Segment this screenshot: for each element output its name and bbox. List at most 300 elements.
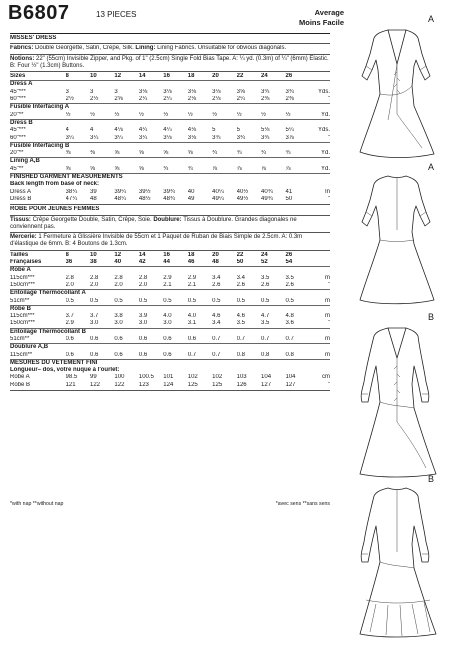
value-cell: 0.5 — [237, 298, 261, 306]
table-row — [10, 344, 330, 352]
value-cell: 39 — [89, 188, 97, 195]
size-header-cell: 12 — [114, 73, 138, 81]
value-cell: 3.7 — [65, 313, 74, 320]
size-header-cell: 52 — [261, 259, 285, 267]
unit-cell: In — [324, 188, 330, 195]
size-header-cell: 16 — [163, 251, 170, 258]
value-cell: 49¼ — [212, 195, 224, 202]
value-cell: 3⅛ — [188, 135, 212, 143]
table-row — [10, 112, 330, 120]
value-cell: 2.9 — [187, 274, 197, 281]
value-cell: 123 — [138, 381, 149, 388]
value-cell: 40¾ — [261, 188, 273, 195]
value-cell: 4 — [89, 127, 94, 134]
value-cell: 3⅞ — [285, 135, 309, 143]
figure-letter: A — [428, 162, 435, 172]
value-cell: 2¼ — [163, 96, 187, 104]
value-cell: ⅜ — [66, 150, 90, 158]
value-cell: 3⅛ — [138, 88, 148, 95]
unit-cell: m — [325, 313, 330, 320]
size-header-row — [10, 252, 330, 259]
value-cell: ½ — [285, 112, 309, 120]
value-cell: 2.0 — [139, 282, 163, 290]
value-cell: ⅝ — [114, 150, 138, 158]
row-label: 45"*** — [10, 127, 26, 134]
size-header-label: Tailles — [10, 251, 29, 258]
value-cell: 98.5 — [65, 374, 78, 381]
value-cell: 121 — [65, 381, 76, 388]
finished-title-en: FINISHED GARMENT MEASUREMENTS — [10, 174, 123, 181]
value-cell: 0.6 — [139, 352, 163, 360]
value-cell: 4.6 — [212, 313, 221, 320]
table-row — [10, 328, 330, 336]
value-cell: 2.8 — [89, 274, 99, 281]
size-header-cell: 38 — [90, 259, 114, 267]
value-cell: 0.8 — [237, 352, 261, 360]
value-cell: 2½ — [90, 96, 114, 104]
table-row — [10, 96, 330, 104]
value-cell: 48¼ — [114, 195, 127, 202]
value-cell: 39¾ — [163, 188, 175, 195]
value-cell: 0.5 — [66, 298, 90, 306]
size-header-cell: 42 — [139, 259, 163, 267]
value-cell: 0.6 — [188, 336, 212, 344]
unit-cell: m — [310, 352, 330, 360]
size-header-cell: 10 — [90, 73, 114, 81]
value-cell: 2.0 — [90, 282, 114, 290]
value-cell: 4.6 — [236, 313, 245, 320]
value-cell: 3¾ — [237, 135, 261, 143]
table-row — [10, 267, 330, 275]
divider — [10, 250, 330, 251]
row-label: Robe B — [10, 381, 31, 388]
value-cell: 40 — [187, 188, 195, 195]
size-header-cell: 46 — [188, 259, 212, 267]
table-row — [10, 305, 330, 313]
value-cell: 49¾ — [261, 195, 273, 202]
value-cell: 2.9 — [163, 274, 172, 281]
figure-letter: B — [428, 474, 435, 484]
value-cell: 0.6 — [66, 352, 90, 360]
value-cell: 2.9 — [66, 320, 90, 328]
size-header-cell: 40 — [114, 259, 138, 267]
value-cell: 40½ — [236, 188, 249, 195]
value-cell: 3¼ — [139, 135, 163, 143]
value-cell: ¾ — [188, 166, 212, 174]
table-row — [10, 142, 330, 150]
back-length-label-en: Back length from base of neck: — [10, 181, 100, 188]
value-cell: 4.0 — [187, 313, 197, 320]
value-cell: 47¼ — [65, 195, 78, 202]
value-cell: 2.8 — [65, 274, 74, 281]
value-cell: 0.7 — [237, 336, 261, 344]
value-cell: 2.6 — [285, 282, 309, 290]
value-cell: ⅝ — [66, 166, 90, 174]
value-cell: 0.5 — [139, 298, 163, 306]
value-cell: ⅜ — [90, 150, 114, 158]
table-row — [10, 158, 330, 166]
english-finished-table — [10, 189, 330, 204]
unit-cell: " — [327, 381, 330, 388]
value-cell: ½ — [261, 112, 285, 120]
unit-cell: cm — [322, 374, 330, 381]
row-label: 115cm*** — [10, 274, 35, 281]
row-label: 150cm*** — [10, 320, 66, 328]
table-row — [10, 336, 330, 344]
notions-line: Notions: 22" (55cm) Invisible Zipper, and Pkg. of 1" (2.5cm) Single Fold Bias Tape. A: ¼ yd. (0.3m) of ¼" (6mm) Elastic. B: Four ½" (1.3cm) Buttons. — [10, 55, 329, 69]
value-cell: ½ — [66, 112, 90, 120]
fabric-heading: Robe A — [10, 267, 31, 274]
value-cell: 5 — [212, 127, 216, 134]
value-cell: 2½ — [66, 96, 90, 104]
value-cell: 3 — [114, 88, 118, 95]
value-cell: 3.5 — [237, 320, 261, 328]
fabric-heading: Dress B — [10, 119, 33, 126]
divider — [10, 390, 330, 391]
value-cell: 3.7 — [89, 313, 99, 320]
fabric-heading: Entoilage Thermocollant B — [10, 328, 87, 335]
value-cell: ⅝ — [114, 166, 138, 174]
size-header-cell: 26 — [285, 73, 309, 81]
value-cell: 2.6 — [237, 282, 261, 290]
value-cell: 104 — [261, 374, 272, 381]
size-header-cell: 16 — [163, 73, 187, 81]
unit-cell: Yd. — [310, 150, 330, 158]
value-cell: 0.8 — [285, 352, 309, 360]
row-label: Robe A — [10, 374, 30, 381]
value-cell: 4⅛ — [187, 127, 197, 134]
value-cell: ½ — [90, 112, 114, 120]
value-cell: 3.8 — [114, 313, 123, 320]
value-cell: 2.0 — [114, 282, 138, 290]
unit-cell: " — [310, 135, 330, 143]
value-cell: 122 — [114, 381, 125, 388]
value-cell: ¾ — [212, 150, 236, 158]
table-row — [10, 81, 330, 89]
fabric-heading: Lining A,B — [10, 158, 40, 165]
value-cell: 3⅛ — [212, 88, 221, 95]
value-cell: 126 — [236, 381, 247, 388]
value-cell: ¾ — [163, 166, 187, 174]
unit-cell — [310, 259, 330, 267]
value-cell: 48 — [89, 195, 97, 202]
fabric-heading: Entoilage Thermocollant A — [10, 290, 86, 297]
back-length-label-fr: Longueur– dos, votre nuque à l'ourlet: — [10, 367, 120, 374]
value-cell: ½ — [237, 112, 261, 120]
value-cell: 50 — [285, 195, 293, 202]
value-cell: 2¼ — [139, 96, 163, 104]
value-cell: ¾ — [237, 150, 261, 158]
mercerie-line: Mercerie: 1 Fermeture à Glissière Invisible de 55cm et 1 Paquet de Ruban de Biais Simple de 2.5cm. A: 0.3m d'élastique de 6mm. B: 4 Boutons de 1.3cm. — [10, 234, 303, 248]
value-cell: 0.7 — [188, 352, 212, 360]
table-row — [10, 290, 330, 298]
value-cell: 124 — [163, 381, 174, 388]
dress-b-back-view-icon — [336, 482, 454, 640]
value-cell: 4.7 — [261, 313, 270, 320]
value-cell: 2.6 — [261, 282, 285, 290]
value-cell: 100.5 — [138, 374, 154, 381]
value-cell: ⅝ — [188, 150, 212, 158]
value-cell: 2.1 — [163, 282, 187, 290]
divider — [10, 204, 330, 205]
size-header-row — [10, 73, 330, 81]
value-cell: 0.5 — [285, 298, 309, 306]
size-header-row — [10, 259, 330, 267]
value-cell: 49 — [187, 195, 195, 202]
row-label: 60"*** — [10, 96, 66, 104]
value-cell: 0.5 — [212, 298, 236, 306]
row-label: 150cm*** — [10, 282, 66, 290]
value-cell: 103 — [236, 374, 247, 381]
value-cell: 3.5 — [285, 274, 294, 281]
value-cell: 3.4 — [212, 274, 221, 281]
row-label: 20"** — [10, 112, 66, 120]
unit-cell: " — [310, 320, 330, 328]
table-row — [10, 135, 330, 143]
tissus-line: Tissus: Crêpe Georgette Double, Satin, Crêpe, Soie. Doublure: Tissus à Doublure. Grandes diagonales ne conviennent pas. — [10, 216, 297, 230]
value-cell: 4.8 — [285, 313, 294, 320]
value-cell: 122 — [89, 381, 100, 388]
value-cell: 0.7 — [212, 336, 236, 344]
value-cell: 2⅝ — [114, 96, 138, 104]
value-cell: 5¼ — [285, 127, 294, 134]
value-cell: 3 — [65, 88, 69, 95]
divider — [10, 54, 330, 55]
value-cell: ¾ — [261, 150, 285, 158]
value-cell: 41 — [285, 188, 293, 195]
unit-cell — [310, 252, 330, 259]
value-cell: 3¼ — [90, 135, 114, 143]
value-cell: 4¼ — [163, 127, 172, 134]
value-cell: 125 — [187, 381, 198, 388]
size-header-cell: 36 — [66, 259, 90, 267]
row-label: 60"*** — [10, 135, 66, 143]
value-cell: 3.5 — [261, 274, 270, 281]
row-label: Dress B — [10, 195, 32, 202]
dress-illustrations — [336, 10, 454, 640]
unit-cell: " — [310, 282, 330, 290]
value-cell: 2.0 — [66, 282, 90, 290]
dress-b-front-view-icon — [336, 322, 454, 482]
value-cell: 0.6 — [66, 336, 90, 344]
finished-title-fr: MESURES DU VÊTEMENT FINI — [10, 359, 98, 366]
value-cell: 0.6 — [90, 352, 114, 360]
unit-cell: Yds. — [317, 127, 330, 134]
value-cell: 3.0 — [114, 320, 138, 328]
fabric-heading: Fusible Interfacing A — [10, 104, 70, 111]
size-header-cell: 20 — [212, 73, 236, 81]
difficulty-fr: Moins Facile — [298, 18, 344, 27]
value-cell: 3¾ — [285, 88, 294, 95]
divider — [10, 43, 330, 44]
size-header-label: Françaises — [10, 259, 66, 267]
value-cell: 127 — [285, 381, 296, 388]
value-cell: 3.0 — [139, 320, 163, 328]
unit-cell: m — [310, 336, 330, 344]
unit-cell: Yd. — [310, 112, 330, 120]
value-cell: ½ — [212, 112, 236, 120]
value-cell: ¾ — [285, 150, 309, 158]
unit-cell: m — [310, 298, 330, 306]
fabric-heading: Fusible Interfacing B — [10, 142, 70, 149]
value-cell: 2⅛ — [212, 96, 236, 104]
value-cell: 39¼ — [114, 188, 127, 195]
row-label: Dress A — [10, 188, 32, 195]
value-cell: 0.6 — [139, 336, 163, 344]
value-cell: 48¾ — [163, 195, 175, 202]
value-cell: 38¼ — [65, 188, 78, 195]
value-cell: 4¼ — [138, 127, 148, 134]
table-row — [10, 150, 330, 158]
english-title: MISSES' DRESS — [10, 35, 57, 41]
value-cell: 3 — [89, 88, 94, 95]
size-header-label: Sizes — [10, 73, 66, 81]
size-header-cell: 20 — [212, 251, 219, 258]
size-header-cell: 22 — [237, 73, 261, 81]
row-label: 115cm*** — [10, 313, 35, 320]
value-cell: 0.7 — [261, 336, 285, 344]
fabric-heading: Doublure A,B — [10, 344, 49, 351]
value-cell: 3.6 — [285, 320, 309, 328]
size-header-cell: 8 — [66, 73, 90, 81]
table-row — [10, 374, 330, 381]
value-cell: 3⅛ — [163, 135, 187, 143]
row-label: 51cm** — [10, 336, 66, 344]
row-label: 45"*** — [10, 88, 26, 95]
footnote-en: *with nap **without nap — [10, 501, 64, 507]
footnote-fr: *avec sens **sans sens — [275, 501, 330, 507]
pattern-number: B6807 — [8, 2, 70, 24]
value-cell: 104 — [285, 374, 296, 381]
value-cell: 49½ — [236, 195, 249, 202]
row-label: 45"** — [10, 166, 66, 174]
dress-a-back-view-icon — [336, 170, 454, 310]
value-cell: 3⅛ — [187, 88, 197, 95]
size-header-cell: 14 — [138, 251, 146, 258]
table-row — [10, 127, 330, 134]
value-cell: 100 — [114, 374, 125, 381]
value-cell: 4 — [65, 127, 69, 134]
value-cell: 4.0 — [163, 313, 172, 320]
size-header-cell: 18 — [187, 251, 195, 258]
value-cell: ⅝ — [139, 166, 163, 174]
divider — [10, 33, 330, 34]
value-cell: 2⅜ — [261, 96, 285, 104]
value-cell: ⅞ — [212, 166, 236, 174]
size-header-cell: 14 — [139, 73, 163, 81]
english-yardage-table — [10, 73, 330, 174]
row-label: 20"** — [10, 150, 66, 158]
value-cell: ⅞ — [285, 166, 309, 174]
value-cell: 2⅛ — [188, 96, 212, 104]
figure-letter: B — [428, 312, 435, 322]
value-cell: 3.9 — [138, 313, 148, 320]
value-cell: 2.1 — [188, 282, 212, 290]
value-cell: ⅞ — [237, 166, 261, 174]
table-row — [10, 320, 330, 328]
figure-letter: A — [428, 14, 435, 24]
value-cell: ⅝ — [90, 166, 114, 174]
value-cell: 3.0 — [90, 320, 114, 328]
row-label: 51cm** — [10, 298, 66, 306]
dress-a-front-view-icon — [336, 24, 454, 164]
size-header-cell: 54 — [285, 259, 309, 267]
value-cell: 0.7 — [212, 352, 236, 360]
table-row — [10, 382, 330, 389]
value-cell: 3.4 — [212, 320, 236, 328]
value-cell: 2¼ — [237, 96, 261, 104]
difficulty-en: Average — [314, 8, 344, 17]
size-header-cell: 12 — [114, 251, 122, 258]
value-cell: ½ — [163, 112, 187, 120]
value-cell: 0.5 — [188, 298, 212, 306]
value-cell: 2.6 — [212, 282, 236, 290]
value-cell: ½ — [139, 112, 163, 120]
table-row — [10, 104, 330, 112]
table-row — [10, 89, 330, 96]
value-cell: 0.6 — [114, 336, 138, 344]
value-cell: 5 — [236, 127, 240, 134]
size-header-cell: 24 — [261, 251, 268, 258]
value-cell: 48½ — [138, 195, 151, 202]
size-header-cell: 8 — [65, 251, 69, 258]
size-header-cell: 50 — [237, 259, 261, 267]
table-row — [10, 352, 330, 360]
french-title: ROBE POUR JEUNES FEMMES — [10, 206, 100, 213]
value-cell: 2.8 — [138, 274, 148, 281]
value-cell: 102 — [212, 374, 223, 381]
divider — [10, 71, 330, 72]
size-header-cell: 22 — [236, 251, 244, 258]
value-cell: 3.1 — [188, 320, 212, 328]
fabrics-line: Fabrics: Double Georgette, Satin, Crepe, Silk. Lining: Lining Fabrics. Unsuitable for obvious diagonals. — [10, 45, 287, 52]
value-cell: 3.5 — [261, 320, 285, 328]
table-row — [10, 189, 330, 196]
piece-count: 13 PIECES — [96, 10, 137, 19]
value-cell: 0.6 — [163, 352, 187, 360]
size-header-cell: 10 — [89, 251, 97, 258]
french-yardage-table — [10, 252, 330, 360]
divider — [10, 215, 330, 216]
table-row — [10, 119, 330, 127]
size-header-cell: 48 — [212, 259, 236, 267]
value-cell: 5⅛ — [261, 127, 270, 134]
value-cell: 3¼ — [66, 135, 90, 143]
size-header-cell: 24 — [261, 73, 285, 81]
unit-cell — [310, 73, 330, 81]
value-cell: 0.5 — [90, 298, 114, 306]
table-row — [10, 282, 330, 290]
unit-cell: Yd. — [310, 166, 330, 174]
value-cell: 2⅜ — [285, 96, 309, 104]
value-cell: 0.5 — [114, 298, 138, 306]
value-cell: 3¼ — [114, 135, 138, 143]
value-cell: 0.6 — [90, 336, 114, 344]
fabric-heading: Robe B — [10, 305, 31, 312]
value-cell: 3¾ — [212, 135, 236, 143]
value-cell: 0.6 — [163, 336, 187, 344]
value-cell: 99 — [89, 374, 97, 381]
french-finished-table — [10, 374, 330, 389]
table-row — [10, 298, 330, 306]
value-cell: 40¼ — [212, 188, 224, 195]
value-cell: 3.0 — [163, 320, 187, 328]
value-cell: 127 — [261, 381, 272, 388]
table-row — [10, 313, 330, 320]
unit-cell: Yds. — [317, 88, 330, 95]
value-cell: 2.8 — [114, 274, 123, 281]
unit-cell: " — [310, 96, 330, 104]
